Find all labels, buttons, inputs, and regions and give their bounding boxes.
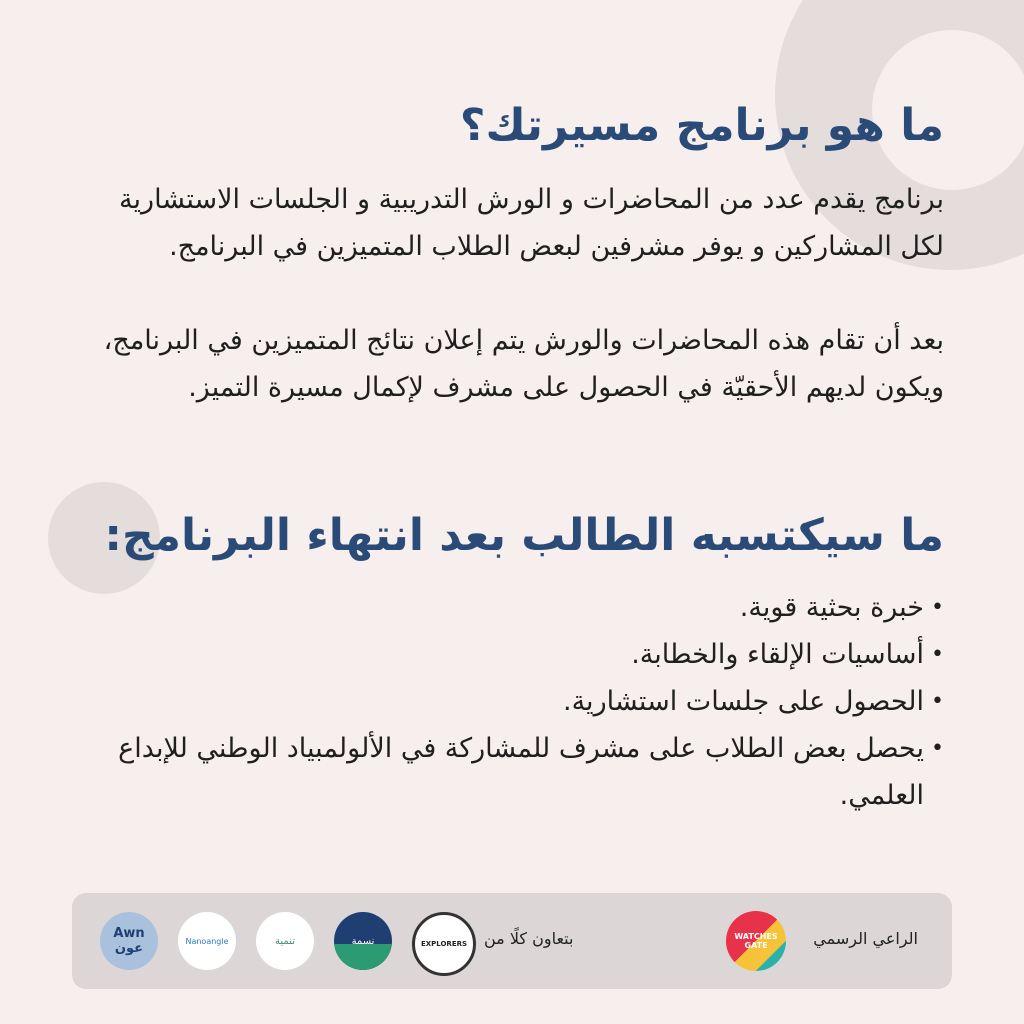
awn-logo: Awn عون bbox=[100, 912, 158, 970]
cooperation-label: بتعاون كلًا من bbox=[484, 929, 574, 948]
list-item: • أساسيات الإلقاء والخطابة. bbox=[78, 631, 944, 678]
explorers-logo: EXPLORERS bbox=[412, 912, 476, 976]
section-heading-benefits: ما سيكتسبه الطالب بعد انتهاء البرنامج: bbox=[104, 510, 944, 561]
section-heading-program: ما هو برنامج مسيرتك؟ bbox=[459, 100, 944, 151]
benefits-list bbox=[78, 584, 944, 819]
partners-footer bbox=[72, 893, 952, 989]
program-description-paragraph: برنامج يقدم عدد من المحاضرات و الورش التدريبية و الجلسات الاستشارية لكل المشاركين و يوفر مشرفين لبعض الطلاب المتميزين في البرنامج. bbox=[119, 184, 944, 262]
list-item: • يحصل بعض الطلاب على مشرف للمشاركة في الألولمبياد الوطني للإبداع العلمي. bbox=[78, 725, 944, 819]
official-sponsor-label: الراعي الرسمي bbox=[813, 929, 918, 948]
program-results-paragraph: بعد أن تقام هذه المحاضرات والورش يتم إعلان نتائج المتميزين في البرنامج، ويكون لديهم الأحقيّة في الحصول على مشرف لإكمال مسيرة التميز. bbox=[103, 325, 944, 403]
list-item: • الحصول على جلسات استشارية. bbox=[78, 678, 944, 725]
nanoangle-logo: Nanoangle bbox=[178, 912, 236, 970]
list-item: • خبرة بحثية قوية. bbox=[78, 584, 944, 631]
nasma-logo: نسمة bbox=[334, 912, 392, 970]
watches-gate-logo: WATCHES GATE bbox=[726, 911, 786, 971]
tanmia-logo: تنمية bbox=[256, 912, 314, 970]
